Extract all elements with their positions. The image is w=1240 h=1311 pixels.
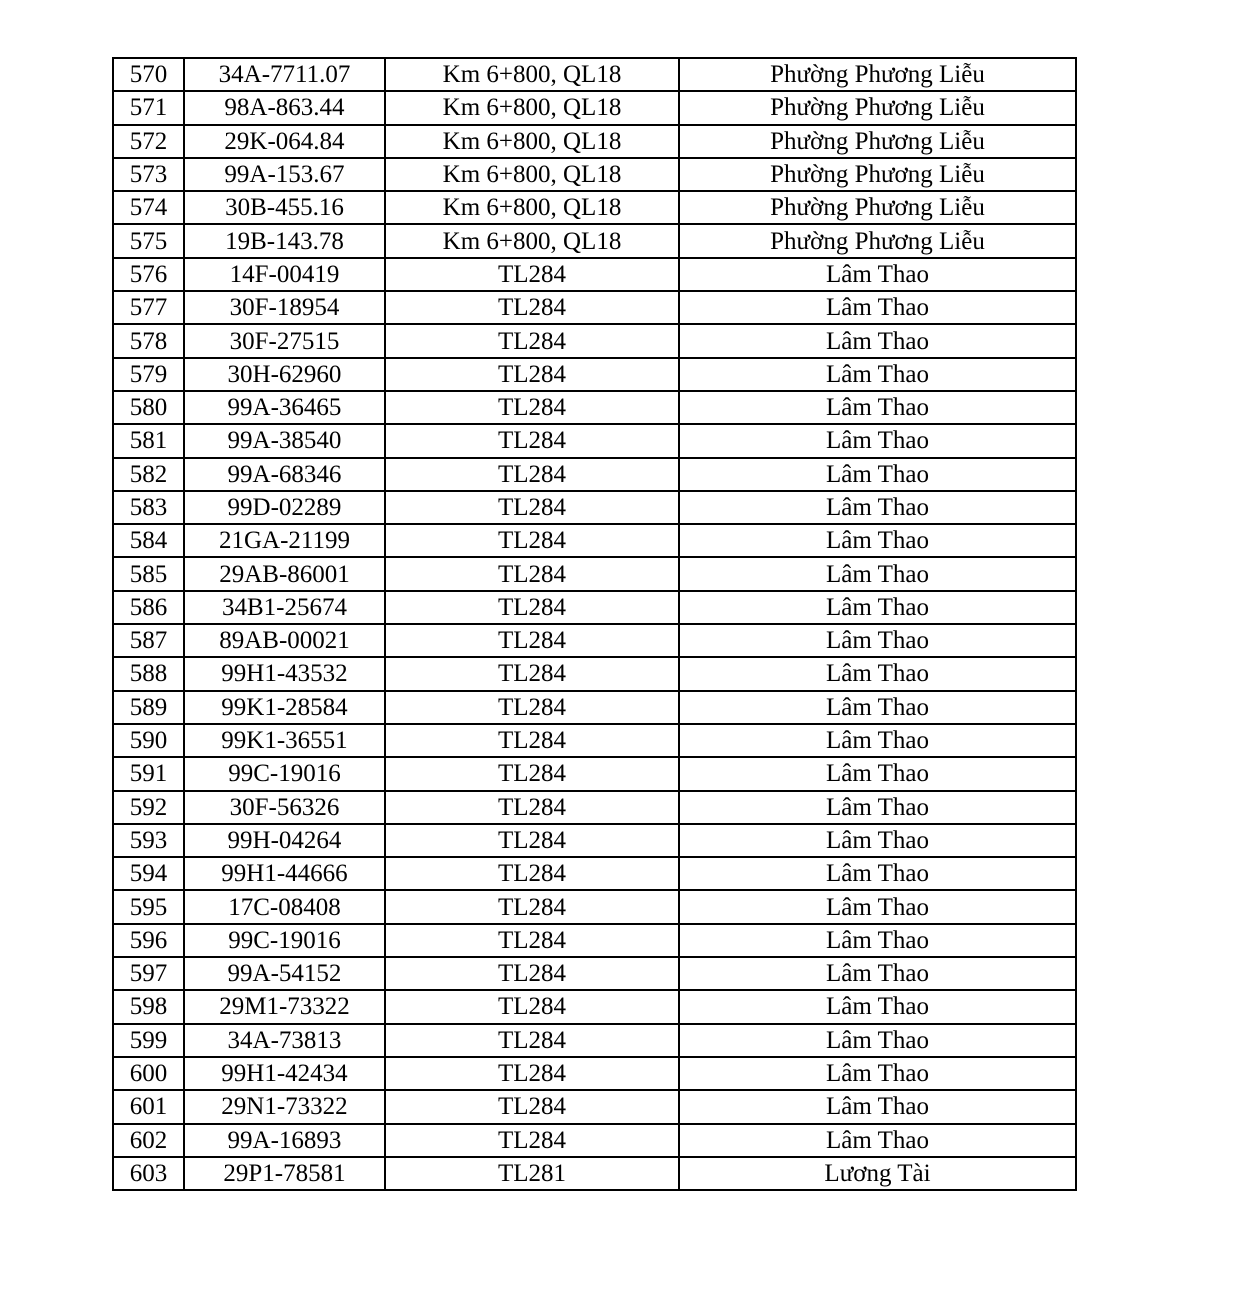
license-plate-cell: 29K-064.84 — [184, 125, 385, 158]
license-plate-cell: 30F-27515 — [184, 324, 385, 357]
row-number-cell: 570 — [113, 58, 184, 91]
table-row — [113, 1090, 1076, 1123]
area-cell: Lâm Thao — [679, 890, 1076, 923]
table-row — [113, 857, 1076, 890]
area-cell: Phường Phương Liễu — [679, 224, 1076, 257]
license-plate-cell: 99H1-43532 — [184, 657, 385, 690]
area-cell: Lâm Thao — [679, 724, 1076, 757]
table-row — [113, 1057, 1076, 1090]
license-plate-cell: 34A-7711.07 — [184, 58, 385, 91]
table-row — [113, 324, 1076, 357]
row-number-cell: 590 — [113, 724, 184, 757]
license-plate-cell: 29M1-73322 — [184, 990, 385, 1023]
road-location-cell: TL284 — [385, 258, 679, 291]
road-location-cell: TL284 — [385, 1124, 679, 1157]
row-number-cell: 591 — [113, 757, 184, 790]
table-row — [113, 91, 1076, 124]
license-plate-cell: 99H1-44666 — [184, 857, 385, 890]
row-number-cell: 582 — [113, 458, 184, 491]
row-number-cell: 592 — [113, 791, 184, 824]
area-cell: Lâm Thao — [679, 990, 1076, 1023]
road-location-cell: TL284 — [385, 1024, 679, 1057]
road-location-cell: TL284 — [385, 291, 679, 324]
road-location-cell: TL284 — [385, 1057, 679, 1090]
road-location-cell: TL284 — [385, 624, 679, 657]
row-number-cell: 576 — [113, 258, 184, 291]
license-plate-cell: 98A-863.44 — [184, 91, 385, 124]
row-number-cell: 581 — [113, 424, 184, 457]
road-location-cell: TL281 — [385, 1157, 679, 1190]
area-cell: Lâm Thao — [679, 258, 1076, 291]
area-cell: Lâm Thao — [679, 524, 1076, 557]
license-plate-cell: 99H1-42434 — [184, 1057, 385, 1090]
road-location-cell: TL284 — [385, 824, 679, 857]
area-cell: Lâm Thao — [679, 591, 1076, 624]
license-plate-cell: 89AB-00021 — [184, 624, 385, 657]
row-number-cell: 602 — [113, 1124, 184, 1157]
row-number-cell: 571 — [113, 91, 184, 124]
license-plate-cell: 14F-00419 — [184, 258, 385, 291]
area-cell: Lâm Thao — [679, 1057, 1076, 1090]
area-cell: Lâm Thao — [679, 624, 1076, 657]
license-plate-cell: 30H-62960 — [184, 358, 385, 391]
table-row — [113, 557, 1076, 590]
table-row — [113, 791, 1076, 824]
license-plate-cell: 99D-02289 — [184, 491, 385, 524]
road-location-cell: Km 6+800, QL18 — [385, 58, 679, 91]
license-plate-cell: 29P1-78581 — [184, 1157, 385, 1190]
road-location-cell: Km 6+800, QL18 — [385, 91, 679, 124]
table-row — [113, 158, 1076, 191]
area-cell: Lâm Thao — [679, 324, 1076, 357]
area-cell: Lâm Thao — [679, 657, 1076, 690]
road-location-cell: TL284 — [385, 724, 679, 757]
table-row — [113, 1124, 1076, 1157]
area-cell: Lâm Thao — [679, 557, 1076, 590]
row-number-cell: 583 — [113, 491, 184, 524]
road-location-cell: TL284 — [385, 391, 679, 424]
road-location-cell: Km 6+800, QL18 — [385, 191, 679, 224]
area-cell: Lâm Thao — [679, 491, 1076, 524]
row-number-cell: 580 — [113, 391, 184, 424]
license-plate-cell: 99A-38540 — [184, 424, 385, 457]
row-number-cell: 578 — [113, 324, 184, 357]
area-cell: Phường Phương Liễu — [679, 58, 1076, 91]
table-row — [113, 491, 1076, 524]
row-number-cell: 600 — [113, 1057, 184, 1090]
table-row — [113, 191, 1076, 224]
table-row — [113, 824, 1076, 857]
license-plate-cell: 99H-04264 — [184, 824, 385, 857]
area-cell: Lâm Thao — [679, 857, 1076, 890]
area-cell: Lâm Thao — [679, 1090, 1076, 1123]
road-location-cell: TL284 — [385, 857, 679, 890]
area-cell: Lâm Thao — [679, 957, 1076, 990]
road-location-cell: TL284 — [385, 358, 679, 391]
table-row — [113, 757, 1076, 790]
table-row — [113, 691, 1076, 724]
row-number-cell: 585 — [113, 557, 184, 590]
row-number-cell: 594 — [113, 857, 184, 890]
road-location-cell: Km 6+800, QL18 — [385, 125, 679, 158]
table-row — [113, 358, 1076, 391]
table-row — [113, 424, 1076, 457]
table-row — [113, 957, 1076, 990]
road-location-cell: TL284 — [385, 324, 679, 357]
row-number-cell: 593 — [113, 824, 184, 857]
license-plate-cell: 17C-08408 — [184, 890, 385, 923]
road-location-cell: TL284 — [385, 424, 679, 457]
area-cell: Lâm Thao — [679, 458, 1076, 491]
license-plate-cell: 30F-56326 — [184, 791, 385, 824]
license-plate-cell: 99K1-28584 — [184, 691, 385, 724]
road-location-cell: TL284 — [385, 957, 679, 990]
table-row — [113, 1024, 1076, 1057]
road-location-cell: TL284 — [385, 924, 679, 957]
row-number-cell: 587 — [113, 624, 184, 657]
road-location-cell: TL284 — [385, 890, 679, 923]
license-plate-cell: 99A-153.67 — [184, 158, 385, 191]
license-plate-cell: 29N1-73322 — [184, 1090, 385, 1123]
license-plate-cell: 99C-19016 — [184, 757, 385, 790]
row-number-cell: 599 — [113, 1024, 184, 1057]
license-plate-cell: 99A-16893 — [184, 1124, 385, 1157]
area-cell: Lâm Thao — [679, 1124, 1076, 1157]
license-plate-cell: 30B-455.16 — [184, 191, 385, 224]
road-location-cell: Km 6+800, QL18 — [385, 158, 679, 191]
area-cell: Lâm Thao — [679, 691, 1076, 724]
license-plate-cell: 34A-73813 — [184, 1024, 385, 1057]
table-row — [113, 591, 1076, 624]
violations-table — [112, 57, 1077, 1191]
table-row — [113, 258, 1076, 291]
license-plate-cell: 34B1-25674 — [184, 591, 385, 624]
table-row — [113, 125, 1076, 158]
table-row — [113, 1157, 1076, 1190]
license-plate-cell: 21GA-21199 — [184, 524, 385, 557]
row-number-cell: 597 — [113, 957, 184, 990]
area-cell: Phường Phương Liễu — [679, 91, 1076, 124]
road-location-cell: TL284 — [385, 458, 679, 491]
row-number-cell: 573 — [113, 158, 184, 191]
area-cell: Lâm Thao — [679, 791, 1076, 824]
road-location-cell: TL284 — [385, 524, 679, 557]
row-number-cell: 586 — [113, 591, 184, 624]
row-number-cell: 596 — [113, 924, 184, 957]
license-plate-cell: 99A-36465 — [184, 391, 385, 424]
area-cell: Lâm Thao — [679, 824, 1076, 857]
road-location-cell: TL284 — [385, 491, 679, 524]
table-row — [113, 924, 1076, 957]
area-cell: Lâm Thao — [679, 1024, 1076, 1057]
table-row — [113, 524, 1076, 557]
row-number-cell: 584 — [113, 524, 184, 557]
road-location-cell: TL284 — [385, 591, 679, 624]
road-location-cell: TL284 — [385, 657, 679, 690]
table-row — [113, 458, 1076, 491]
road-location-cell: TL284 — [385, 691, 679, 724]
table-row — [113, 990, 1076, 1023]
road-location-cell: TL284 — [385, 1090, 679, 1123]
table-body — [113, 58, 1076, 1190]
license-plate-cell: 29AB-86001 — [184, 557, 385, 590]
table-row — [113, 58, 1076, 91]
road-location-cell: TL284 — [385, 757, 679, 790]
row-number-cell: 572 — [113, 125, 184, 158]
row-number-cell: 577 — [113, 291, 184, 324]
road-location-cell: TL284 — [385, 990, 679, 1023]
row-number-cell: 579 — [113, 358, 184, 391]
area-cell: Lâm Thao — [679, 424, 1076, 457]
license-plate-cell: 99A-54152 — [184, 957, 385, 990]
row-number-cell: 603 — [113, 1157, 184, 1190]
table-row — [113, 724, 1076, 757]
area-cell: Lâm Thao — [679, 358, 1076, 391]
table-row — [113, 224, 1076, 257]
row-number-cell: 589 — [113, 691, 184, 724]
area-cell: Lâm Thao — [679, 924, 1076, 957]
area-cell: Lâm Thao — [679, 291, 1076, 324]
road-location-cell: Km 6+800, QL18 — [385, 224, 679, 257]
license-plate-cell: 30F-18954 — [184, 291, 385, 324]
license-plate-cell: 19B-143.78 — [184, 224, 385, 257]
license-plate-cell: 99A-68346 — [184, 458, 385, 491]
area-cell: Phường Phương Liễu — [679, 191, 1076, 224]
area-cell: Lâm Thao — [679, 391, 1076, 424]
table-row — [113, 890, 1076, 923]
table-row — [113, 291, 1076, 324]
area-cell: Lâm Thao — [679, 757, 1076, 790]
area-cell: Lương Tài — [679, 1157, 1076, 1190]
row-number-cell: 595 — [113, 890, 184, 923]
area-cell: Phường Phương Liễu — [679, 158, 1076, 191]
road-location-cell: TL284 — [385, 791, 679, 824]
row-number-cell: 588 — [113, 657, 184, 690]
table-row — [113, 391, 1076, 424]
license-plate-cell: 99K1-36551 — [184, 724, 385, 757]
area-cell: Phường Phương Liễu — [679, 125, 1076, 158]
license-plate-cell: 99C-19016 — [184, 924, 385, 957]
row-number-cell: 598 — [113, 990, 184, 1023]
road-location-cell: TL284 — [385, 557, 679, 590]
row-number-cell: 575 — [113, 224, 184, 257]
table-row — [113, 624, 1076, 657]
row-number-cell: 574 — [113, 191, 184, 224]
row-number-cell: 601 — [113, 1090, 184, 1123]
table-row — [113, 657, 1076, 690]
